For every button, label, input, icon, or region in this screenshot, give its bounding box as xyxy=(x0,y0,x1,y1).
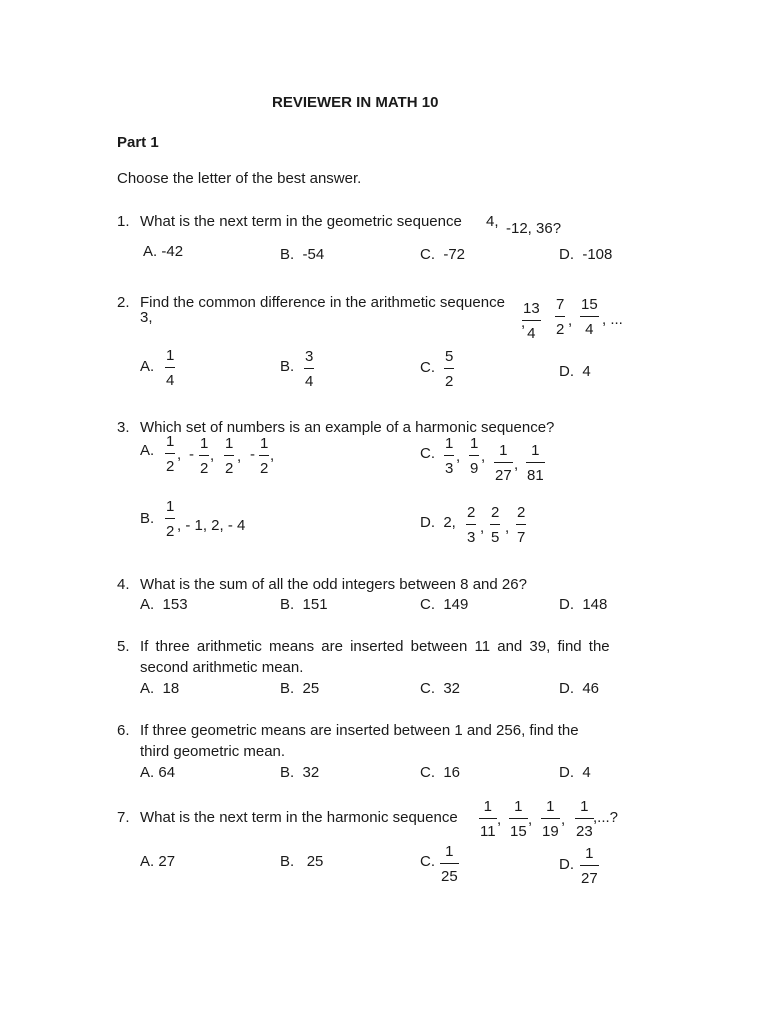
choice-d: D. 4 xyxy=(559,764,591,781)
choice-c: C. 32 xyxy=(420,680,461,697)
separator: , xyxy=(481,448,486,465)
separator: , xyxy=(237,448,242,465)
separator: , ... xyxy=(602,311,623,328)
minus-sign: - xyxy=(189,446,194,463)
fraction: 2 5 xyxy=(491,504,500,546)
fraction: 1 27 xyxy=(495,442,512,484)
choice-d: D. 148 xyxy=(559,596,608,613)
question-number: 1. xyxy=(117,213,130,230)
separator: , xyxy=(497,811,502,828)
question-text: Which set of numbers is an example of a harmonic sequence? xyxy=(140,419,555,436)
sequence-tail: ,...? xyxy=(593,809,619,826)
separator: , xyxy=(521,314,526,331)
choice-b: B. 151 xyxy=(280,596,328,613)
fraction: 1 19 xyxy=(542,798,559,840)
choice-d: D. -108 xyxy=(559,246,613,263)
instruction-text: Choose the letter of the best answer. xyxy=(117,170,362,187)
sequence-terms: -12, 36? xyxy=(506,220,562,237)
fraction: 1 11 xyxy=(480,798,496,840)
choice-a: A. 64 xyxy=(140,764,176,781)
fraction: 7 2 xyxy=(556,296,565,338)
question-text: What is the next term in the geometric sequence xyxy=(140,213,462,230)
fraction: 1 23 xyxy=(576,798,593,840)
fraction: 2 3 xyxy=(467,504,476,546)
choice-c-letter: C. xyxy=(420,359,435,376)
choice-c: C. 149 xyxy=(420,596,469,613)
question-text: If three arithmetic means are inserted between 11 and 39, find the xyxy=(140,638,610,655)
separator: , xyxy=(561,811,566,828)
choice-c-fraction: 1 25 xyxy=(441,843,458,885)
fraction: 1 3 xyxy=(445,435,454,477)
question-number: 5. xyxy=(117,638,130,655)
separator: , xyxy=(568,312,573,329)
choice-c: C. 16 xyxy=(420,764,461,781)
separator: , xyxy=(514,456,519,473)
separator: , xyxy=(177,446,182,463)
question-text: Find the common difference in the arithmetic sequence xyxy=(140,294,505,311)
choice-d: D. 46 xyxy=(559,680,600,697)
question-number: 2. xyxy=(117,294,130,311)
question-text-continued: second arithmetic mean. xyxy=(140,659,304,676)
choice-a-fraction: 1 4 xyxy=(166,347,175,389)
choice-d-letter: D. xyxy=(559,856,574,873)
fraction: 1 15 xyxy=(510,798,527,840)
separator: , xyxy=(528,811,533,828)
sequence-term: 4, xyxy=(486,213,499,230)
question-number: 6. xyxy=(117,722,130,739)
choice-a: A. 27 xyxy=(140,853,176,870)
question-number: 3. xyxy=(117,419,130,436)
separator: , xyxy=(270,447,275,464)
question-text-continued: third geometric mean. xyxy=(140,743,286,760)
sequence-terms: , - 1, 2, - 4 xyxy=(177,517,246,534)
fraction: 1 9 xyxy=(470,435,479,477)
fraction: 1 2 xyxy=(225,435,234,477)
separator: , xyxy=(480,519,485,536)
choice-a-letter: A. xyxy=(140,358,155,375)
fraction: 1 2 xyxy=(166,433,175,475)
choice-a: A. 18 xyxy=(140,680,180,697)
minus-sign: - xyxy=(250,446,255,463)
part-heading: Part 1 xyxy=(117,134,159,151)
choice-b-fraction: 3 4 xyxy=(305,348,314,390)
choice-d: D. 2, xyxy=(420,514,456,531)
fraction: 1 2 xyxy=(166,498,175,540)
separator: , xyxy=(210,447,215,464)
choice-c-letter: C. xyxy=(420,853,435,870)
fraction: 15 4 xyxy=(581,296,598,338)
choice-a: A. 153 xyxy=(140,596,188,613)
choice-b: B. 25 xyxy=(280,853,324,870)
choice-c-fraction: 5 2 xyxy=(445,348,454,390)
choice-a-letter: A. xyxy=(140,442,155,459)
question-text: What is the next term in the harmonic sequence xyxy=(140,809,458,826)
choice-c-letter: C. xyxy=(420,445,435,462)
choice-a: A. -42 xyxy=(143,243,184,260)
sequence-first-term: 3, xyxy=(140,309,153,326)
fraction: 1 2 xyxy=(260,435,269,477)
choice-b: B. 32 xyxy=(280,764,320,781)
document-title: REVIEWER IN MATH 10 xyxy=(272,94,439,111)
separator: , xyxy=(456,448,461,465)
question-text: If three geometric means are inserted between 1 and 256, find the xyxy=(140,722,579,739)
choice-b: B. -54 xyxy=(280,246,325,263)
fraction: 1 2 xyxy=(200,435,209,477)
fraction: 2 7 xyxy=(517,504,526,546)
choice-d: D. 4 xyxy=(559,363,591,380)
choice-b-letter: B. xyxy=(140,510,155,527)
question-text: What is the sum of all the odd integers between 8 and 26? xyxy=(140,576,527,593)
question-number: 7. xyxy=(117,809,130,826)
separator: , xyxy=(505,519,510,536)
question-number: 4. xyxy=(117,576,130,593)
fraction: 13 4 xyxy=(523,300,540,342)
choice-b: B. 25 xyxy=(280,680,320,697)
choice-d-fraction: 1 27 xyxy=(581,845,598,887)
choice-b-letter: B. xyxy=(280,358,295,375)
fraction: 1 81 xyxy=(527,442,544,484)
choice-c: C. -72 xyxy=(420,246,466,263)
